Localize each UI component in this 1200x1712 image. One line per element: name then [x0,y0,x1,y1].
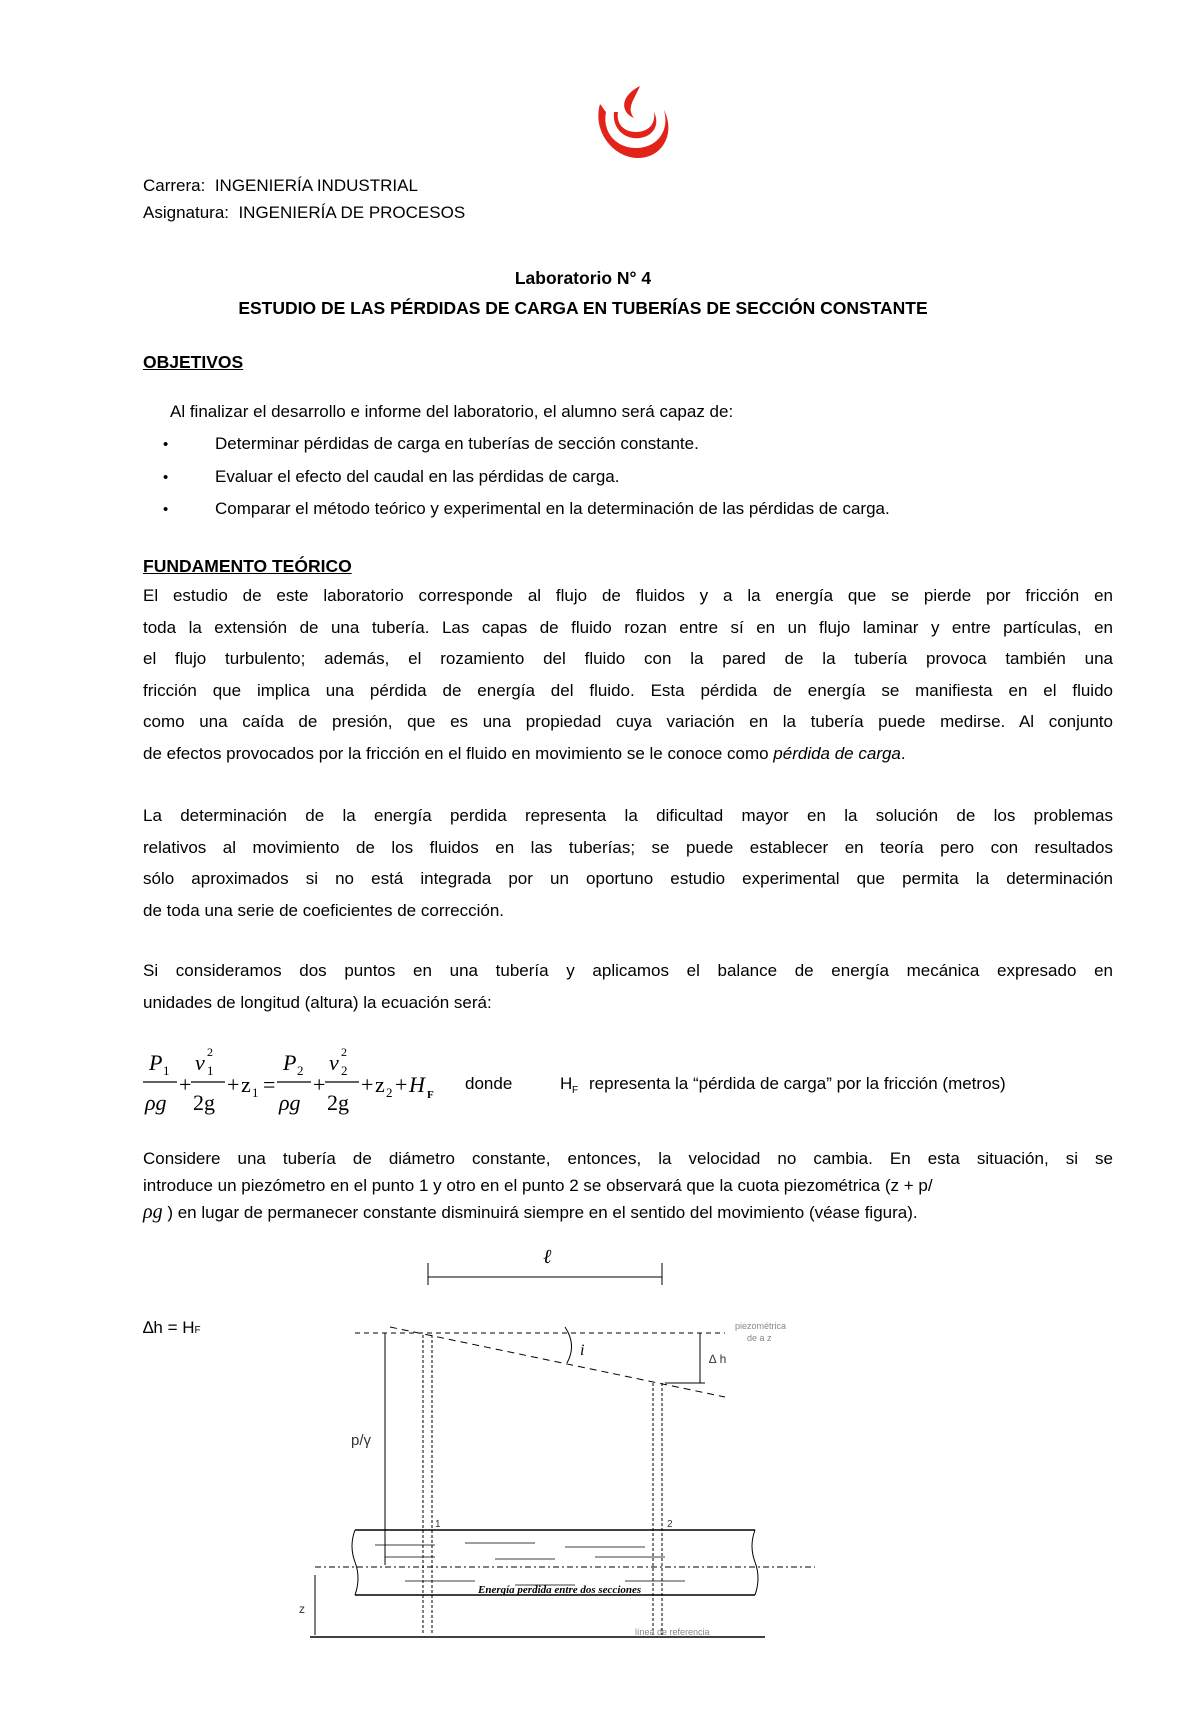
eq-h: H [409,1072,425,1097]
eq-plus: + [361,1072,374,1097]
eq-sub: 2 [341,1063,348,1078]
university-logo [590,82,674,162]
text-line: unidades de longitud (altura) la ecuación será: [143,992,492,1012]
text-line: El estudio de este laboratorio corresponde al flujo de fluidos y a la energía que se pierde por fricción en [143,586,1113,605]
point-2-label: 2 [667,1519,673,1530]
text-segment: de efectos provocados por la fricción en el fluido en movimiento se le conoce como [143,743,774,763]
delta-h-label [143,1318,201,1338]
bullet-icon: • [163,436,169,453]
eq-2g: 2g [193,1090,215,1115]
eq-hf-sub: F [572,1085,579,1096]
eq-description: representa la “pérdida de carga” por la fricción (metros) [589,1074,1006,1093]
text-line [143,738,1113,770]
eq-rhog: ρg [145,1090,167,1115]
text-line: el flujo turbulento; además, el rozamiento del fluido con la pared de la tubería provoca también una [143,649,1113,668]
lab-number: Laboratorio N° 4 [514,268,652,288]
list-item [163,428,890,461]
eq-plus: + [179,1072,192,1097]
eq-equals: = [263,1072,276,1097]
career-value: INGENIERÍA INDUSTRIAL [214,176,418,195]
logo-swirl-icon [598,104,668,158]
objectives-list [163,428,890,526]
text-line [143,1199,1113,1226]
objective-text: Comparar el método teórico y experimental en la determinación de las pérdidas de carga. [215,499,890,518]
text-line: como una caída de presión, que es una propiedad cuya variación en la tubería puede medirse. Al conjunto [143,712,1113,731]
eq-sub: F [427,1089,434,1101]
eq-sub: 1 [252,1085,259,1100]
list-item [163,493,890,526]
subject-value: INGENIERÍA DE PROCESOS [238,203,466,222]
eq-p2: P [283,1050,297,1075]
bullet-icon: • [163,501,169,518]
text-segment: ) en lugar de permanecer constante disminuirá siempre en el sentido del movimiento (véase figura). [162,1203,918,1222]
theory-paragraph-2 [143,800,1113,926]
eq-sub: 1 [207,1063,214,1078]
figure-caption: Energía perdida entre dos secciones [478,1584,642,1596]
eq-donde: donde [465,1074,513,1093]
text-line: relativos al movimiento de los fluidos en las tuberías; se puede establecer en teoría pero con resultados [143,837,1113,857]
text-line: La determinación de la energía perdida representa la dificultad mayor en la solución de los problemas [143,806,1113,825]
objectives-intro: Al finalizar el desarrollo e informe del laboratorio, el alumno será capaz de: [170,402,734,421]
theory-paragraph-4 [143,1145,1113,1226]
eq-sup: 2 [341,1045,347,1059]
eq-rhog: ρg [279,1090,301,1115]
eq-z1: z [241,1072,251,1097]
theory-paragraph-3 [143,955,1113,1018]
dh-sub: F [194,1325,201,1336]
theory-paragraph-1 [143,580,1113,769]
point-1-label: 1 [435,1519,441,1530]
lab-title: ESTUDIO DE LAS PÉRDIDAS DE CARGA EN TUBERÍAS DE SECCIÓN CONSTANTE [238,298,928,318]
eq-v2: v [329,1050,339,1075]
eq-plus: + [227,1072,240,1097]
text-line: Considere una tubería de diámetro constante, entonces, la velocidad no cambia. En esta situación, si se [143,1149,1113,1168]
text-line: introduce un piezómetro en el punto 1 y otro en el punto 2 se observará que la cuota piezométrica (z + p/ [143,1176,933,1195]
eq-plus: + [313,1072,326,1097]
subject-line [143,203,465,223]
text-line: Si consideramos dos puntos en una tubería y aplicamos el balance de energía mecánica expresado en [143,961,1113,980]
eq-sub: 1 [163,1063,170,1078]
eq-p1: P [149,1050,163,1075]
angle-label: i [580,1342,585,1359]
objectives-heading: OBJETIVOS [143,352,244,372]
eq-hf: H [560,1074,573,1093]
career-label: Carrera: [143,176,206,195]
text-line: de toda una serie de coeficientes de corrección. [143,900,505,920]
head-loss-figure [295,1245,855,1637]
datum-label: línea de referencia [635,1627,710,1637]
rho-g-symbol: ρg [143,1201,163,1223]
pressure-head-label: p/γ [351,1432,372,1449]
eq-plus: + [395,1072,408,1097]
subject-label: Asignatura: [143,203,229,222]
text-segment: . [900,743,906,763]
hydraulic-grade-line [390,1327,725,1397]
eq-v1: v [195,1050,205,1075]
list-item [163,461,890,494]
text-line: toda la extensión de una tubería. Las capas de fluido rozan entre sí en un flujo laminar y entre partículas, en [143,617,1113,637]
theory-heading: FUNDAMENTO TEÓRICO [143,556,352,576]
dh-text: ∆h = H [143,1318,195,1337]
elevation-label: z [299,1602,305,1616]
energy-balance-equation [143,1040,1123,1120]
length-label: ℓ [543,1246,552,1268]
term-italic: pérdida de carga [773,743,901,763]
eq-sub: 2 [297,1063,304,1078]
bullet-icon: • [163,468,169,486]
logo-inner-swirl [614,112,657,138]
objective-text: Determinar pérdidas de carga en tuberías de sección constante. [215,434,699,453]
eq-sub: 2 [386,1085,393,1100]
piezometric-label-2: de a z [747,1333,772,1343]
logo-flame-icon [624,86,640,118]
fig-dh-label: ∆ h [709,1352,727,1366]
piezometric-label: piezométrica [735,1321,787,1331]
objective-text: Evaluar el efecto del caudal en las pérdidas de carga. [215,466,620,486]
eq-z2: z [375,1072,385,1097]
eq-2g: 2g [327,1090,349,1115]
text-line: sólo aproximados si no está integrada por un oportuno estudio experimental que permita la determinación [143,869,1113,888]
career-line [143,176,418,196]
text-line: fricción que implica una pérdida de energía del fluido. Esta pérdida de energía se manifiesta en el fluido [143,680,1113,700]
eq-sup: 2 [207,1045,213,1059]
